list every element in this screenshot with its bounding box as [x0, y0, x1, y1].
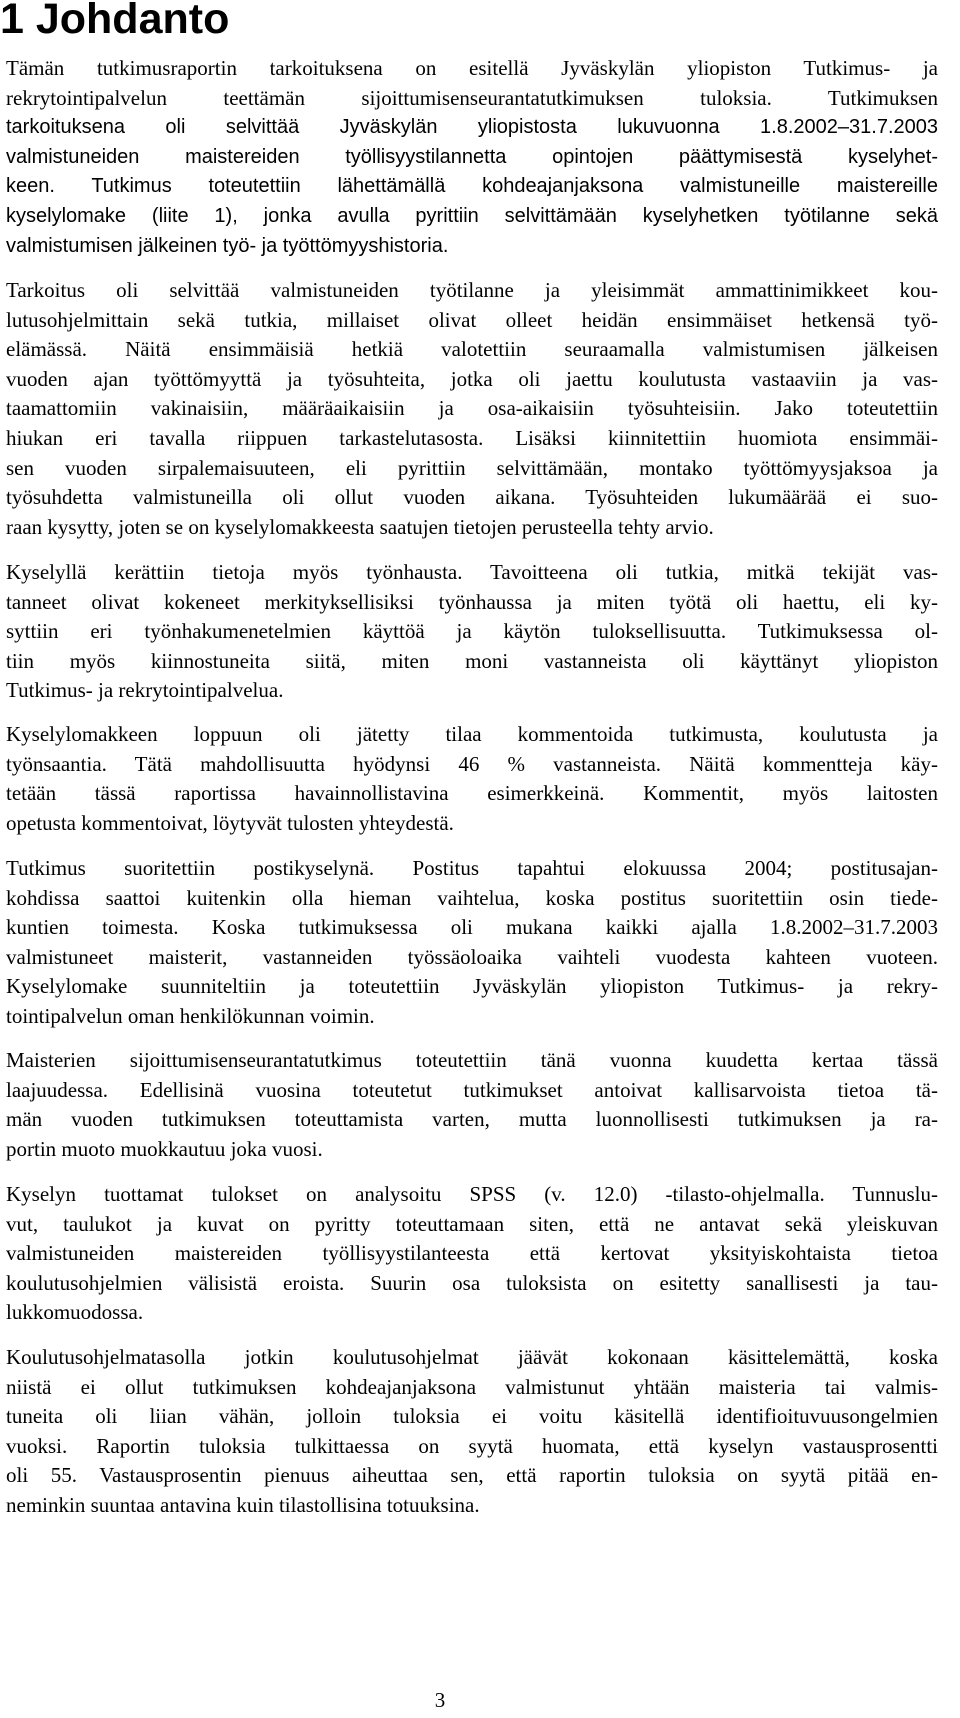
- paragraph-line: portin muoto muokkautuu joka vuosi.: [6, 1136, 323, 1161]
- paragraph-line: työnsaantia. Tätä mahdollisuutta hyödynsi 46 % vastanneista. Näitä kommentteja käy-: [6, 751, 938, 776]
- paragraph-line: vuoden ajan työttömyyttä ja työsuhteita, jotka oli jaettu koulutusta vastaaviin ja vas-: [6, 366, 938, 391]
- paragraph-line: vut, taulukot ja kuvat on pyritty toteuttamaan siten, että ne antavat sekä yleiskuvan: [6, 1211, 938, 1236]
- paragraph-line: neminkin suuntaa antavina kuin tilastollisina totuuksina.: [6, 1492, 480, 1517]
- paragraph-line: Kyselylomake suunniteltiin ja toteutettiin Jyväskylän yliopiston Tutkimus- ja rekry-: [6, 974, 938, 999]
- paragraph-line: Kyselylomakkeen loppuun oli jätetty tilaa kommentoida tutkimusta, koulutusta ja: [6, 722, 938, 746]
- paragraph-line: Tämän tutkimusraportin tarkoituksena on esitellä Jyväskylän yliopiston Tutkimus- ja: [6, 56, 938, 80]
- paragraph-line: raan kysytty, joten se on kyselylomakkeesta saatujen tietojen perusteella tehty arvio.: [6, 514, 714, 539]
- paragraph-line: työsuhdetta valmistuneilla oli ollut vuoden aikana. Työsuhteiden lukumäärää ei suo-: [6, 485, 938, 510]
- paragraph-line: syttiin eri työnhakumenetelmien käyttöä ja käytön tuloksellisuutta. Tutkimuksessa ol-: [6, 619, 938, 644]
- paragraph-line: keen. Tutkimus toteutettiin lähettämällä kohdeajanjaksona valmistuneille maistereille: [6, 175, 938, 198]
- paragraph-line: koulutusohjelmien välisistä eroista. Suurin osa tuloksista on esitetty sanallisesti ja tau-: [6, 1270, 938, 1295]
- paragraph-line: tuneita oli liian vähän, jolloin tuloksia ei voitu käsitellä identifioituvuusongelmien: [6, 1404, 938, 1429]
- paragraph-line: tanneet olivat kokeneet merkityksellisiksi työnhaussa ja miten työtä oli haettu, eli ky-: [6, 589, 938, 614]
- paragraph-line: rekrytointipalvelun teettämän sijoittumisenseurantatutkimuksen tuloksia. Tutkimuksen: [6, 85, 938, 110]
- paragraph-line: elämässä. Näitä ensimmäisiä hetkiä valotettiin seuraamalla valmistumisen jälkeisen: [6, 337, 938, 362]
- paragraph-line: lutusohjelmittain sekä tutkia, millaiset olivat olleet heidän ensimmäiset hetkensä työ-: [6, 307, 938, 332]
- paragraph-line: vuoksi. Raportin tuloksia tulkittaessa on syytä huomata, että kyselyn vastausprosentti: [6, 1433, 938, 1458]
- chapter-heading: 1 Johdanto: [0, 0, 230, 43]
- paragraph-line: tiin myös kiinnostuneita siitä, miten moni vastanneista oli käyttänyt yliopiston: [6, 648, 938, 673]
- paragraph-line: opetusta kommentoivat, löytyvät tulosten yhteydestä.: [6, 810, 454, 835]
- paragraph-limitations: [6, 1343, 938, 1521]
- paragraph-line: Tarkoitus oli selvittää valmistuneiden työtilanne ja yleisimmät ammattinimikkeet kou-: [6, 278, 938, 302]
- paragraph-line: niistä ei ollut tutkimuksen kohdeajanjaksona valmistunut yhtään maisteria tai valmis-: [6, 1374, 938, 1399]
- paragraph-line: tointipalvelun oman henkilökunnan voimin.: [6, 1003, 375, 1028]
- paragraph-line: Maisterien sijoittumisenseurantatutkimus toteutettiin tänä vuonna kuudetta kertaa tässä: [6, 1048, 938, 1072]
- paragraph-line: Kyselyn tuottamat tulokset on analysoitu SPSS (v. 12.0) -tilasto-ohjelmalla. Tunnuslu-: [6, 1182, 938, 1206]
- paragraph-line: laajuudessa. Edellisinä vuosina toteutetut tutkimukset antoivat kallisarvoista tietoa tä-: [6, 1077, 938, 1102]
- paragraph-line: Tutkimus- ja rekrytointipalvelua.: [6, 678, 284, 703]
- paragraph-line: hiukan eri tavalla riippuen tarkastelutasosta. Lisäksi kiinnitettiin huomiota ensimmäi-: [6, 425, 938, 450]
- paragraph-line: oli 55. Vastausprosentin pienuus aiheuttaa sen, että raportin tuloksia on syytä pitää en-: [6, 1463, 938, 1488]
- paragraph-line: kuntien toimesta. Koska tutkimuksessa oli mukana kaikki ajalla 1.8.2002–31.7.2003: [6, 915, 938, 940]
- paragraph-line: Kyselyllä kerättiin tietoja myös työnhausta. Tavoitteena oli tutkia, mitkä tekijät vas-: [6, 560, 938, 584]
- paragraph-line: män vuoden tutkimuksen toteuttamista varten, mutta luonnollisesti tutkimuksen ja ra-: [6, 1107, 938, 1132]
- paragraph-line: taamattomiin vakinaisiin, määräaikaisiin ja osa-aikaisiin työsuhteisiin. Jako toteutettiin: [6, 396, 938, 421]
- paragraph-line: valmistuneet maisterit, vastanneiden työssäoloaika vaihteli vuodesta kahteen vuoteen.: [6, 944, 938, 969]
- paragraph-history: [6, 1046, 938, 1164]
- paragraph-line: Tutkimus suoritettiin postikyselynä. Postitus tapahtui elokuussa 2004; postitusajan-: [6, 856, 938, 880]
- paragraph-method: [6, 854, 938, 1032]
- paragraph-purpose: [6, 276, 938, 542]
- paragraph-line: valmistumisen jälkeinen työ- ja työttömyyshistoria.: [6, 234, 449, 257]
- paragraph-line: tarkoituksena oli selvittää Jyväskylän yliopistosta lukuvuonna 1.8.2002–31.7.2003: [6, 116, 938, 139]
- paragraph-line: Koulutusohjelmatasolla jotkin koulutusohjelmat jäävät kokonaan käsittelemättä, koska: [6, 1345, 938, 1369]
- paragraph-intro: [6, 54, 938, 261]
- page-number: 3: [434, 1688, 446, 1712]
- paragraph-line: kohdissa saattoi kuitenkin olla hieman vaihtelua, koska postitus suoritettiin osin tiede-: [6, 885, 938, 910]
- paragraph-line: sen vuoden sirpalemaisuuteen, eli pyrittiin selvittämään, montako työttömyysjaksoa ja: [6, 455, 938, 480]
- paragraph-job-search: [6, 558, 938, 706]
- paragraph-analysis: [6, 1180, 938, 1328]
- paragraph-line: tetään tässä raportissa havainnollistavina esimerkkeinä. Kommentit, myös laitosten: [6, 781, 938, 806]
- paragraph-line: lukkomuodossa.: [6, 1300, 144, 1325]
- paragraph-comments: [6, 720, 938, 838]
- paragraph-line: valmistuneiden maistereiden työllisyystilanteesta että kertovat yksityiskohtaista tietoa: [6, 1241, 938, 1266]
- paragraph-line: valmistuneiden maistereiden työllisyystilannetta opintojen päättymisestä kyselyhet-: [6, 145, 938, 168]
- paragraph-line: kyselylomake (liite 1), jonka avulla pyrittiin selvittämään kyselyhetken työtilanne sekä: [6, 204, 938, 227]
